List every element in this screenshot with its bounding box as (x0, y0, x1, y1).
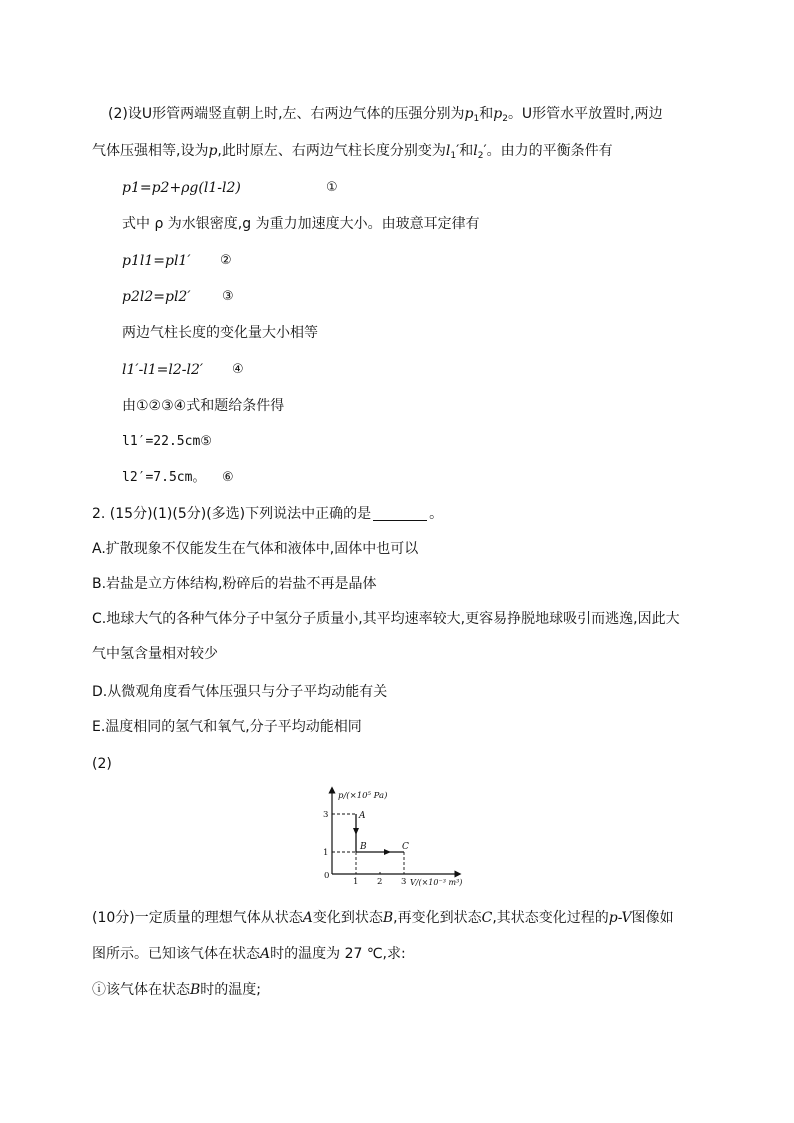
option-c-continued: 气中氢含量相对较少 (92, 646, 218, 662)
sub: 1 (450, 151, 457, 161)
text: 。U形管水平放置时,两边 (507, 106, 663, 122)
point-label-c: C (402, 842, 409, 852)
state-c: C (481, 910, 493, 926)
text: ⓘ该气体在状态 (92, 982, 190, 998)
sub: 2 (477, 151, 484, 161)
option-e: E.温度相同的氢气和氧气,分子平均动能相同 (92, 719, 362, 735)
text: (2)设U形管两端竖直朝上时,左、右两边气体的压强分别为 (108, 106, 465, 122)
result-2-mark: ⑥ (222, 470, 234, 485)
result-1: l1′=22.5cm⑤ (122, 434, 212, 449)
y-axis-label: p/(×10⁵ Pa) (338, 791, 388, 801)
option-d: D.从微观角度看气体压强只与分子平均动能有关 (92, 684, 388, 700)
equation-1-mark: ① (326, 180, 338, 195)
text-rho: 式中 ρ 为水银密度,g 为重力加速度大小。由玻意耳定律有 (122, 216, 480, 232)
pv-graph (318, 782, 478, 892)
equation-4-mark: ④ (232, 362, 244, 377)
text: 图像如 (631, 910, 674, 926)
answer-blank[interactable] (373, 506, 427, 521)
option-c: C.地球大气的各种气体分子中氢分子质量小,其平均速率较大,更容易挣脱地球吸引而逃逸,因此大 (92, 611, 680, 627)
option-b: B.岩盐是立方体结构,粉碎后的岩盐不再是晶体 (92, 576, 377, 592)
text: 2. (15分)(1)(5分)(多选)下列说法中正确的是 (92, 506, 372, 522)
text: ,其状态变化过程的 (492, 910, 609, 926)
text: 气体压强相等,设为 (92, 143, 209, 159)
text: 图所示。已知该气体在状态 (92, 946, 260, 962)
arrow-b-to-c (384, 849, 391, 855)
sub-question-2-desc-line2 (92, 944, 406, 964)
sub-question-2-desc (92, 908, 674, 928)
text: ,再变化到状态 (393, 910, 482, 926)
text: 。 (429, 506, 444, 522)
state-b: B (190, 982, 201, 998)
x-tick-label-1: 1 (353, 877, 359, 887)
x-tick-label-3: 3 (401, 877, 407, 887)
var-p: p (208, 143, 218, 159)
equation-2: p1l1=pl1′ (122, 253, 191, 269)
equation-1 (122, 178, 241, 198)
state-a: A (260, 946, 271, 962)
text: 和 (459, 143, 474, 159)
question-2-stem (92, 504, 443, 524)
x-axis-label: V/(×10⁻³ m³) (410, 878, 463, 887)
equation-3-mark: ③ (222, 289, 234, 304)
text: 变化到状态 (312, 910, 383, 926)
text: (10分)一定质量的理想气体从状态 (92, 910, 303, 926)
state-b: B (382, 910, 394, 926)
solution-paragraph-1 (108, 104, 663, 129)
prime: ′ (456, 143, 460, 159)
sub-question-2-label: (2) (92, 756, 112, 772)
sub: 1 (473, 114, 480, 124)
text: 时的温度为 27 ℃,求: (270, 946, 406, 962)
arrow-a-to-b (353, 828, 359, 835)
equation-2-mark: ② (220, 253, 232, 268)
origin-label: 0 (324, 871, 330, 881)
var-p2: p (493, 106, 503, 122)
x-tick-label-2: 2 (377, 877, 383, 887)
text: 和 (479, 106, 494, 122)
text: ,此时原左、右两边气柱长度分别变为 (217, 143, 446, 159)
y-tick-label-1: 1 (323, 848, 329, 858)
var-l1: l (445, 143, 451, 159)
y-tick-label-3: 3 (323, 810, 329, 820)
equation-4: l1′-l1=l2-l2′ (122, 362, 204, 378)
state-a: A (302, 910, 313, 926)
text: 时的温度; (200, 982, 262, 998)
var-p1: p (464, 106, 474, 122)
var-l2: l (473, 143, 478, 159)
text: ′。由力的平衡条件有 (483, 143, 613, 159)
equation-text: p1=p2+ρg(l1-l2) (122, 180, 241, 196)
option-a: A.扩散现象不仅能发生在气体和液体中,固体中也可以 (92, 541, 419, 557)
text-from: 由①②③④式和题给条件得 (122, 398, 285, 414)
result-2: l2′=7.5cm。 (122, 470, 206, 485)
point-label-a: A (359, 811, 366, 821)
solution-paragraph-1-line2 (92, 141, 613, 166)
sub: 2 (502, 114, 508, 124)
sub-question-2-i (92, 980, 261, 1000)
text-change: 两边气柱长度的变化量大小相等 (122, 325, 318, 341)
equation-3: p2l2=pl2′ (122, 289, 191, 305)
pv-label: p-V (608, 910, 632, 926)
point-label-b: B (360, 842, 367, 852)
